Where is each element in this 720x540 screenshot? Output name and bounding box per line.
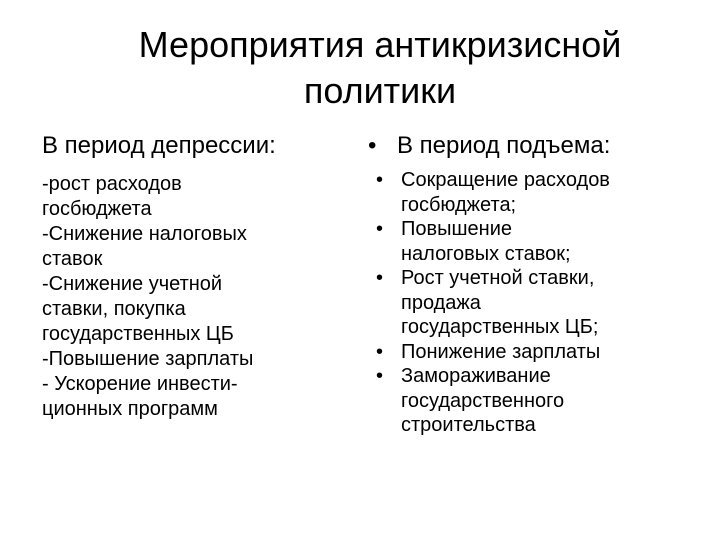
right-column-heading (368, 131, 610, 161)
list-item-text: ционных программ (42, 398, 218, 420)
right-measures-list (368, 168, 708, 438)
list-item (42, 372, 352, 422)
left-measures-list (42, 172, 352, 422)
list-item-text: государственного (401, 389, 565, 412)
bullet-icon: • (376, 340, 384, 363)
list-item (42, 222, 352, 272)
left-column-heading: В период депрессии: (42, 132, 276, 159)
list-item-text: продажа (401, 291, 481, 314)
list-item-text: госбюджета; (401, 193, 517, 216)
list-item (368, 168, 708, 217)
list-item-text: налоговых ставок; (401, 242, 571, 265)
bullet-icon: • (376, 218, 384, 240)
list-item (42, 347, 352, 372)
bullet-icon: • (368, 132, 377, 159)
list-item-text: госбюджета (42, 198, 152, 220)
bullet-icon: • (376, 169, 384, 191)
list-item-text: -Снижение учетной (42, 273, 223, 295)
bullet-icon: • (376, 365, 384, 387)
list-item (368, 364, 708, 438)
list-item-text: Рост учетной ставки, (401, 267, 595, 289)
list-item (368, 266, 708, 340)
list-item (368, 340, 708, 365)
list-item-text: Повышение (401, 218, 513, 240)
list-item (368, 217, 708, 266)
list-item-text: Замораживание (401, 365, 551, 387)
list-item-text: -Повышение зарплаты (42, 348, 254, 370)
slide-title-line-2: политики (303, 70, 457, 111)
list-item-text: Понижение зарплаты (401, 340, 601, 363)
list-item (42, 172, 352, 222)
bullet-icon: • (376, 267, 384, 289)
list-item-text: -Снижение налоговых (42, 223, 247, 245)
slide-title (60, 22, 700, 114)
list-item-text: ставки, покупка (42, 298, 186, 320)
list-item-text: -рост расходов (42, 173, 182, 195)
list-item (42, 272, 352, 347)
list-item-text: государственных ЦБ; (401, 316, 599, 338)
list-item-text: государственных ЦБ (42, 323, 234, 345)
list-item-text: - Ускорение инвести- (42, 373, 238, 395)
list-item-text: строительства (401, 414, 536, 436)
list-item-text: Сокращение расходов (401, 169, 610, 191)
list-item-text: ставок (42, 248, 103, 270)
slide-title-line-1: Мероприятия антикризисной (138, 24, 622, 65)
right-column-heading-text: В период подъема: (397, 132, 611, 159)
